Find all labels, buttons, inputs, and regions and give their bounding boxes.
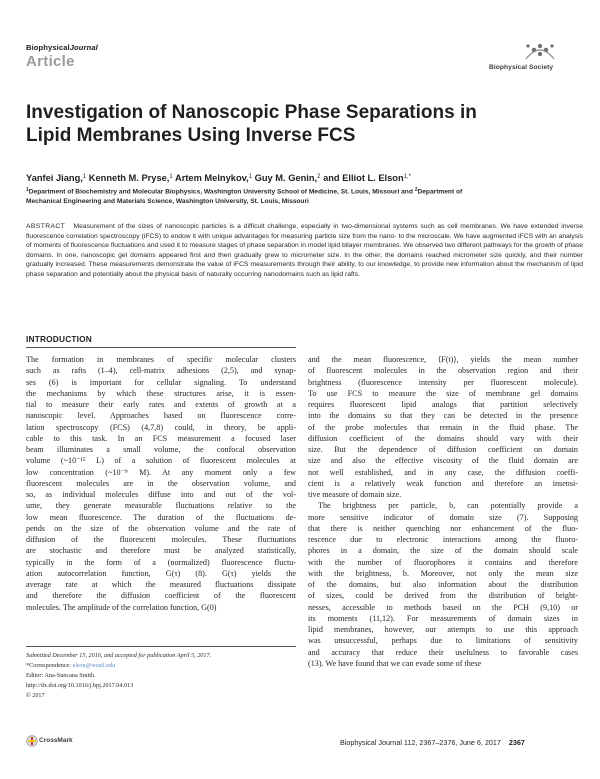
text-line: nesses, accessible to methods based on the PCH (9,10) or <box>308 602 578 612</box>
text-line: ses (6) is important for cellular signaling. To understand <box>26 377 296 387</box>
author-name[interactable]: and Elliot L. Elson <box>323 173 404 183</box>
text-line: average rate at which the measured fluctuations dissipate <box>26 580 296 589</box>
text-line: tive measure of domain size. <box>308 490 402 499</box>
editor-note: Editor: Ana-Suncana Smith. <box>26 672 96 679</box>
text-line: low mean fluorescence. The duration of the fluctuations de- <box>26 512 296 522</box>
text-line: and the mean fluorescence, ⟨F(t)⟩, yields the mean number <box>308 355 578 364</box>
text-line: diffusion of the fluorescent molecules. These fluctuations <box>26 535 296 544</box>
text-line: not well established, and in any case, the diffusion coeffi- <box>308 467 578 477</box>
article-type-label: Article <box>26 53 75 70</box>
text-line: so, as individual molecules diffuse into and out of the vol- <box>26 490 296 499</box>
text-line: tial to measure their early rates and extents of growth at a <box>26 400 296 409</box>
correspondence-email-link[interactable]: elson@wustl.edu <box>72 662 116 669</box>
text-line: size. But the dependence of diffusion coefficient on domain <box>308 445 578 454</box>
text-line: The formation in membranes of specific molecular clusters <box>26 355 296 364</box>
section-divider <box>26 347 296 348</box>
text-line: volume (~10⁻¹⁵ L) of a solution of fluorescent molecules at <box>26 456 296 466</box>
page-number: 2367 <box>508 738 525 747</box>
text-line: ation autocorrelation function, G(τ) (8). G(τ) yields the <box>26 568 296 578</box>
submission-dates: Submitted December 15, 2016, and accepted for publication April 5, 2017. <box>26 652 212 659</box>
correspondence: *Correspondence: elson@wustl.edu <box>26 662 116 669</box>
doi-link[interactable]: http://dx.doi.org/10.1016/j.bpj.2017.04.013 <box>26 682 134 689</box>
text-line: lation spectroscopy (FCS) (4,7,8) could, in theory, be appli- <box>26 422 296 432</box>
text-line: phores in a domain, the size of the domain should scale <box>308 546 578 556</box>
author-name[interactable]: Artem Melnykov, <box>174 173 249 183</box>
introduction-heading: INTRODUCTION <box>26 334 93 344</box>
biophysical-society-logo-icon <box>490 37 582 67</box>
title-line: Lipid Membranes Using Inverse FCS <box>26 125 356 146</box>
text-line: its moments (11,12). For measurements of domain sizes in <box>308 613 578 623</box>
text-line: the mechanisms by which these structures arise, it is essen- <box>26 388 296 398</box>
crossmark-label[interactable]: CrossMark <box>39 737 73 744</box>
text-line: nanoscopic level. Approaches based on fluorescence corre- <box>26 411 296 421</box>
text-line: of fluorescent molecules in the observation region and their <box>308 366 578 376</box>
text-line: The brightness per particle, b, can potentially provide a <box>318 501 578 511</box>
text-line: low concentration (~10⁻⁹ M). At any moment only a few <box>26 467 296 477</box>
article-title <box>26 101 586 147</box>
left-column-text <box>26 354 296 613</box>
text-line: ume, they generate measurable fluctuations relative to the <box>26 501 296 511</box>
text-line: diffusion coefficient of the domains should vary with their <box>308 433 578 443</box>
text-line: typically in the form of a (normalized) fluorescence fluctu- <box>26 557 296 567</box>
society-logo-text: Biophysical Society <box>489 64 554 71</box>
footnote-divider <box>26 646 296 647</box>
author-list: Yanfei Jiang,$^1$ Kenneth M. Pryse,$^1$ Artem Melnykov,$^1$ Guy M. Genin,$^2$ and Elliot L. Elson$^{1,*}$ <box>26 173 411 183</box>
text-line: are stochastic and therefore must be analyzed statistically, <box>26 546 296 556</box>
page-footer <box>340 738 525 747</box>
text-line: into the domains so that they can be detected in the presence <box>308 411 578 421</box>
text-line: and accuracy that reduce their usefulness to favorable cases <box>308 647 578 657</box>
text-line: such as rafts (1–4), cell-matrix adhesions (2,5), and synap- <box>26 366 296 376</box>
text-line: beam illuminates a small volume, the confocal observation <box>26 445 296 454</box>
copyright: © 2017 <box>26 692 45 699</box>
text-line: brightness (fluorescence intensity per fluorescent molecule). <box>308 377 578 387</box>
journal-citation: Biophysical Journal 112, 2367–2376, June 6, 2017 <box>340 738 501 747</box>
text-line: rescence due to electronic interactions among the fluoro- <box>308 535 578 544</box>
text-line: of sizes, could be derived from the distribution of bright- <box>308 591 578 601</box>
text-line: with the number of fluorophores it contains and therefore <box>308 557 578 567</box>
crossmark-icon[interactable] <box>26 735 38 747</box>
text-line: cable to this task. In an FCS measurement a focused laser <box>26 433 296 443</box>
text-line: (13). We have found that we can evade some of these <box>308 658 482 668</box>
text-line: requires fluorescent lipid analogs that partition selectively <box>308 400 578 409</box>
text-line: with the brightness, b. Moreover, not only the mean size <box>308 568 578 578</box>
text-line: of the probe molecules that remain in the fluid phase. The <box>308 422 578 432</box>
affiliations: $^1$Department of Biochemistry and Molecular Biophysics, Washington University School of Medicine, St. Louis, Missouri and $^2$Department of Mechanical Engineering and Materials Science, Washington University, St. Louis, Missouri <box>26 187 463 205</box>
abstract-heading: ABSTRACT <box>26 223 66 230</box>
text-line: To use FCS to measure the size of membrane gel domains <box>308 388 578 398</box>
author-name[interactable]: Kenneth M. Pryse, <box>88 173 170 183</box>
text-line: lipid membranes, however, our attempts to use this approach <box>308 625 578 634</box>
author-name[interactable]: Yanfei Jiang, <box>26 173 83 183</box>
text-line: and therefore the diffusion coefficient of the fluorescent <box>26 591 296 601</box>
journal-name: BiophysicalJournal <box>26 43 98 52</box>
author-name[interactable]: Guy M. Genin, <box>254 173 318 183</box>
text-line: fluorescent molecules are in the observation volume, and <box>26 478 296 488</box>
text-line: that there is neither quenching nor enhancement of the fluo- <box>308 523 578 533</box>
text-line: molecules. The amplitude of the correlation function, G(0) <box>26 602 217 612</box>
text-line: of the domains, but also information about the distribution <box>308 580 578 589</box>
text-line: size and also the effective viscosity of the fluid domain are <box>308 456 578 466</box>
text-line: cient is a relatively weak function and therefore an insensi- <box>308 478 578 488</box>
abstract <box>26 222 583 280</box>
title-line: Investigation of Nanoscopic Phase Separations in <box>26 102 477 123</box>
text-line: was unsuccessful, perhaps due to limitations of sensitivity <box>308 636 578 646</box>
right-column-text <box>308 354 578 669</box>
text-line: more sensitive indicator of domain size (7). Supposing <box>308 512 578 522</box>
abstract-text: Measurement of the sizes of nanoscopic particles is a difficult challenge, especially in two-dimensional systems such as cell membranes. We have extended inverse fluorescence correlation spectroscopy (iFCS) to endow it with unique advantages for measuring particle size from the nano- to the microscale. We have augmented iFCS with an analysis of moments of fluorescence fluctuations and used it to measure stages of phase separation in model lipid bilayer membranes. We observed two different pathways for the growth of phase domains. In one, nanoscopic gel domains appeared first and then gradually grew to micrometer size. In the other, the domains reached micrometer size quickly, and their number gradually increased. These measurements demonstrate the value of iFCS measurements through their ability, to our knowledge, to provide new information about the mechanism of lipid phase separation and potentially about the physical basis of naturally occurring nanodomains such as lipid rafts. <box>26 223 583 278</box>
text-line: pends on the size of the observation volume and the rate of <box>26 523 296 533</box>
